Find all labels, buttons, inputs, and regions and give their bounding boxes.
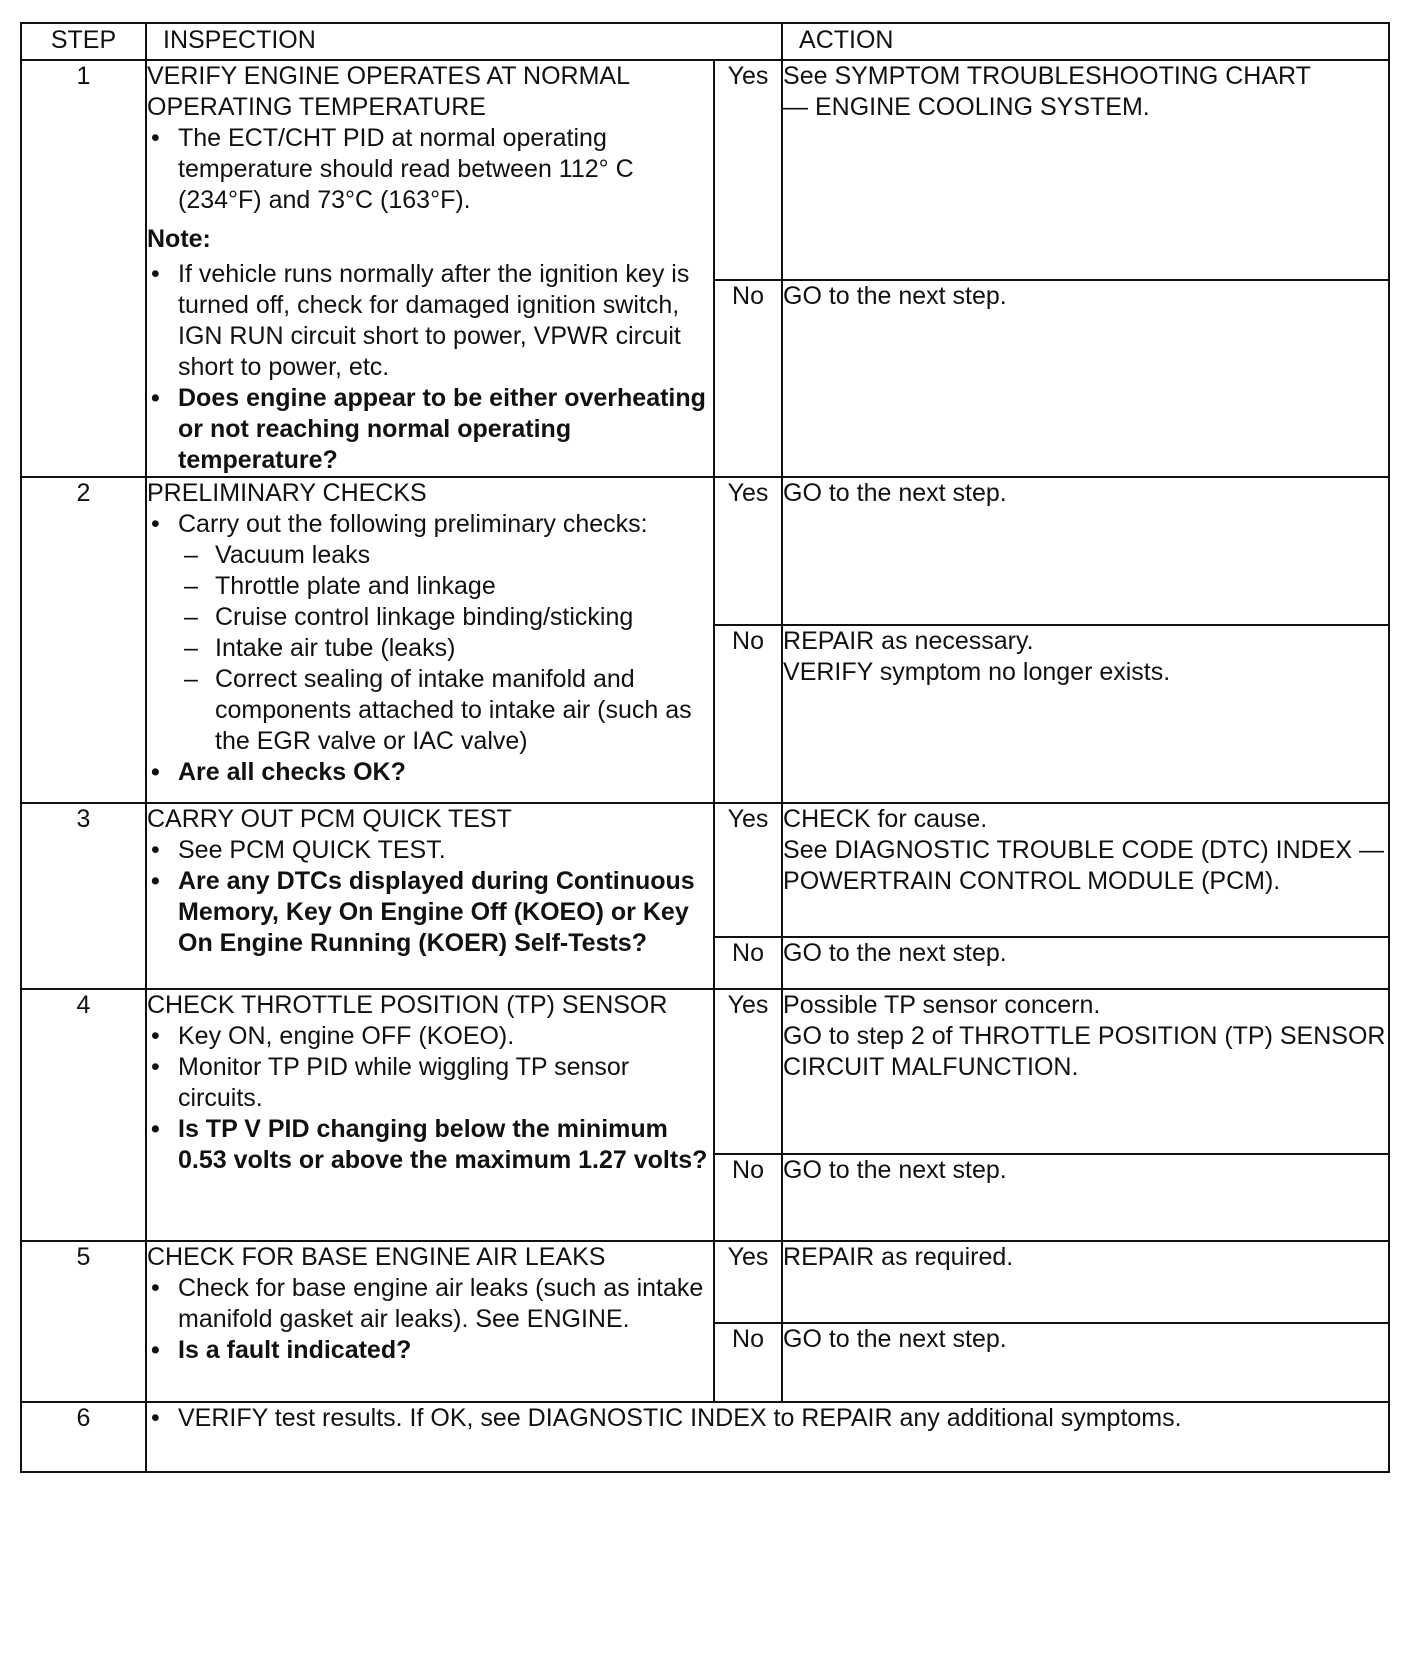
step-number: 6	[21, 1402, 146, 1472]
yes-action	[782, 989, 1389, 1154]
step-3-yes-row	[21, 803, 1389, 937]
diagnostic-chart	[20, 22, 1388, 1473]
yes-action: REPAIR as required.	[782, 1241, 1389, 1323]
step-number: 5	[21, 1241, 146, 1402]
action-line: See SYMPTOM TROUBLESHOOTING CHART	[783, 62, 1311, 90]
bullet-item: • VERIFY test results. If OK, see DIAGNOSTIC INDEX to REPAIR any additional symptoms.	[147, 1403, 1388, 1434]
note-label: Note:	[147, 225, 211, 253]
step-title: CHECK FOR BASE ENGINE AIR LEAKS	[147, 1243, 606, 1271]
dash-item: – Intake air tube (leaks)	[184, 633, 713, 664]
bullet-item: • The ECT/CHT PID at normal operating temperature should read between 112° C (234°F) and 73°C (163°F).	[147, 123, 713, 216]
step-3-inspection	[146, 803, 714, 989]
no-label: No	[714, 625, 782, 803]
no-action: GO to the next step.	[782, 1323, 1389, 1402]
question-item: • Is a fault indicated?	[147, 1335, 713, 1366]
header-action: ACTION	[782, 23, 1389, 60]
bullet-list	[147, 1273, 713, 1366]
yes-action	[782, 60, 1389, 280]
step-number: 1	[21, 60, 146, 477]
step-1-inspection	[146, 60, 714, 477]
header-step: STEP	[21, 23, 146, 60]
action-line: REPAIR as necessary.	[783, 627, 1034, 655]
bullet-list	[147, 509, 713, 788]
header-inspection: INSPECTION	[146, 23, 782, 60]
question-item: • Does engine appear to be either overheating or not reaching normal operating temperature?	[147, 383, 713, 476]
action-line: Possible TP sensor concern.	[783, 991, 1101, 1019]
yes-action: GO to the next step.	[782, 477, 1389, 625]
bullet-text: Carry out the following preliminary checks:	[178, 510, 648, 538]
step-number: 3	[21, 803, 146, 989]
step-number: 4	[21, 989, 146, 1241]
question-item: • Are all checks OK?	[147, 757, 713, 788]
action-line: See DIAGNOSTIC TROUBLE CODE (DTC) INDEX — POWERTRAIN CONTROL MODULE (PCM).	[783, 836, 1385, 895]
dash-item: – Vacuum leaks	[184, 540, 713, 571]
yes-label: Yes	[714, 60, 782, 280]
question-item: • Are any DTCs displayed during Continuous Memory, Key On Engine Off (KOEO) or Key On Engine Running (KOER) Self-Tests?	[147, 866, 713, 959]
step-6-inspection	[146, 1402, 1389, 1472]
bullet-item: • Key ON, engine OFF (KOEO).	[147, 1021, 713, 1052]
bullet-item: • Check for base engine air leaks (such as intake manifold gasket air leaks). See ENGINE.	[147, 1273, 713, 1335]
step-5-yes-row	[21, 1241, 1389, 1323]
step-4-inspection	[146, 989, 714, 1241]
yes-label: Yes	[714, 477, 782, 625]
step-2-yes-row	[21, 477, 1389, 625]
step-1-yes-row	[21, 60, 1389, 280]
yes-label: Yes	[714, 989, 782, 1154]
no-action: GO to the next step.	[782, 937, 1389, 989]
no-action: GO to the next step.	[782, 1154, 1389, 1241]
bullet-list	[147, 259, 713, 476]
action-line: — ENGINE COOLING SYSTEM.	[783, 93, 1150, 121]
step-title: CHECK THROTTLE POSITION (TP) SENSOR	[147, 991, 668, 1019]
bullet-item: • Monitor TP PID while wiggling TP sensor circuits.	[147, 1052, 713, 1114]
step-4-yes-row	[21, 989, 1389, 1154]
no-action: GO to the next step.	[782, 280, 1389, 477]
bullet-item	[147, 509, 713, 757]
dash-item: – Cruise control linkage binding/sticking	[184, 602, 713, 633]
step-number: 2	[21, 477, 146, 803]
no-label: No	[714, 280, 782, 477]
step-title: PRELIMINARY CHECKS	[147, 479, 427, 507]
question-item: • Is TP V PID changing below the minimum 0.53 volts or above the maximum 1.27 volts?	[147, 1114, 713, 1176]
yes-label: Yes	[714, 803, 782, 937]
no-label: No	[714, 937, 782, 989]
yes-action	[782, 803, 1389, 937]
bullet-list	[147, 835, 713, 959]
bullet-list	[147, 1403, 1388, 1434]
no-label: No	[714, 1154, 782, 1241]
no-action	[782, 625, 1389, 803]
step-5-inspection	[146, 1241, 714, 1402]
step-title: CARRY OUT PCM QUICK TEST	[147, 805, 512, 833]
dash-list	[178, 540, 713, 757]
step-title: OPERATING TEMPERATURE	[147, 93, 486, 121]
action-line: VERIFY symptom no longer exists.	[783, 658, 1171, 686]
no-label: No	[714, 1323, 782, 1402]
bullet-item: • See PCM QUICK TEST.	[147, 835, 713, 866]
step-title: VERIFY ENGINE OPERATES AT NORMAL	[147, 62, 630, 90]
dash-item: – Correct sealing of intake manifold and components attached to intake air (such as the EGR valve or IAC valve)	[184, 664, 713, 757]
dash-item: – Throttle plate and linkage	[184, 571, 713, 602]
action-line: GO to step 2 of THROTTLE POSITION (TP) SENSOR CIRCUIT MALFUNCTION.	[783, 1022, 1386, 1081]
bullet-item: • If vehicle runs normally after the ignition key is turned off, check for damaged ignition switch, IGN RUN circuit short to power, VPWR circuit short to power, etc.	[147, 259, 713, 383]
table-header-row	[21, 23, 1389, 60]
bullet-list	[147, 1021, 713, 1176]
bullet-list	[147, 123, 713, 216]
step-6-row	[21, 1402, 1389, 1472]
action-line: CHECK for cause.	[783, 805, 988, 833]
diagnostic-table	[20, 22, 1390, 1473]
yes-label: Yes	[714, 1241, 782, 1323]
step-2-inspection	[146, 477, 714, 803]
